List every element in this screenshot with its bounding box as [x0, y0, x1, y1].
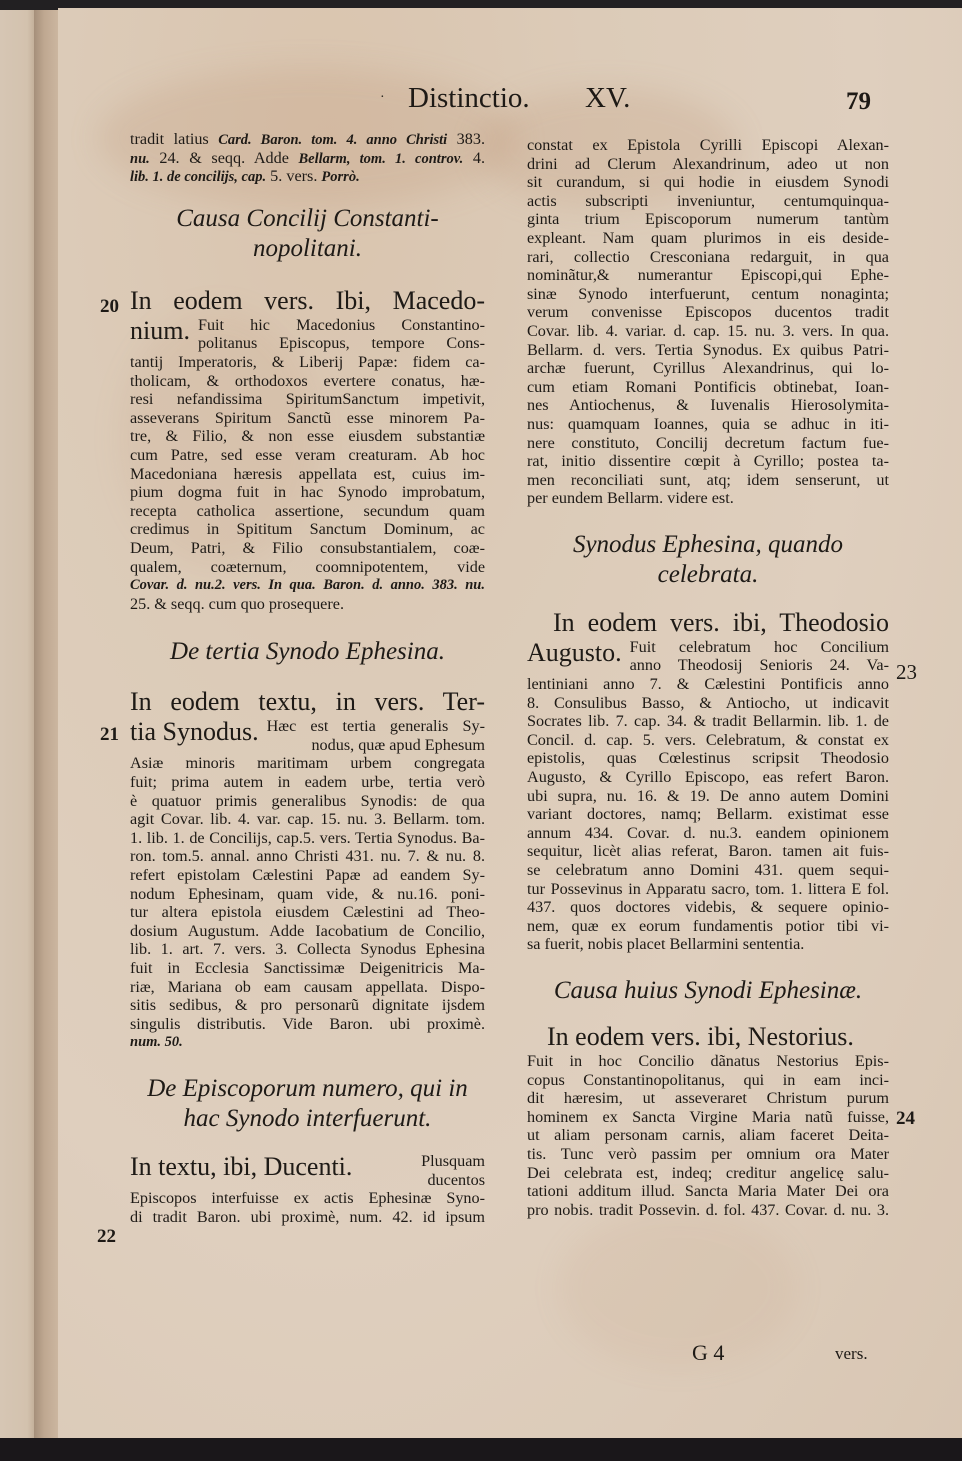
text-line: Fuit celebratum hoc Concilium	[629, 637, 889, 656]
text-line: 25. & seqq. cum quo prosequere.	[130, 594, 344, 613]
text-line: variant doctores, namq; Bellarm. existimat esse	[527, 805, 889, 824]
section-heading-synodus-ephesina-quando: Synodus Ephesina, quando	[572, 530, 844, 558]
text-line: rari, collectio Cresconiana redarguit, in qua	[527, 247, 889, 266]
section-heading-de-tertia-synodo: De tertia Synodo Ephesina.	[170, 638, 445, 666]
paper-stain	[558, 1208, 798, 1368]
text-line	[130, 167, 485, 186]
text-line: drini ad Clerum Alexandrinum, adeo ut non	[527, 154, 889, 173]
text-line: nominãtur,& numerantur Episcopi,qui Ephe-	[527, 266, 889, 285]
running-head-title: Distinctio.	[408, 82, 530, 114]
text-line: Dei celebrata est, indeq; creditur angelicę salu-	[527, 1163, 889, 1182]
text-line: sa fuerit, nobis placet Bellarmini sententia.	[527, 935, 805, 954]
text-line: hominem ex Sancta Virgine Maria natũ fuisse,	[527, 1107, 889, 1126]
text-line: riæ, Mariana ob eam causam appellata. Dispo-	[130, 977, 485, 996]
note-23-lemma-cont: Augusto.	[527, 637, 622, 667]
text-line: dit hæresim, ut asseveraret Christum purum	[527, 1089, 889, 1108]
text-line: ducentos	[427, 1170, 485, 1189]
text-line: nem, quæ ex eorum fundamentis potior tibi vi-	[527, 916, 889, 935]
right-column	[527, 136, 889, 1219]
text-line: tholicam, & orthodoxos evertere conatus, hæ-	[130, 371, 485, 390]
note-20	[130, 286, 485, 614]
note-23	[527, 608, 889, 954]
note-24-lemma: In eodem vers. ibi, Nestorius.	[547, 1021, 854, 1051]
text-segment: 5. vers.	[266, 167, 322, 186]
text-line: dosium Augustum. Adde Iacobatium de Concilio,	[130, 921, 485, 940]
running-head	[380, 82, 631, 118]
text-line: tis. Tunc verò passim per omnium ora Mater	[527, 1144, 889, 1163]
section-heading-causa-concilij-cont: nopolitani.	[252, 234, 363, 262]
note-20-lemma-cont: nium.	[130, 315, 190, 345]
text-line: ut aliam personam carnis, aliam faceret Deita-	[527, 1126, 889, 1145]
text-line: Hæc est tertia generalis Sy-	[266, 717, 485, 736]
signature-mark: G 4	[692, 1340, 725, 1365]
text-segment: 4.	[463, 148, 485, 167]
note-23-lemma: In eodem vers. ibi, Theodosio	[553, 607, 889, 637]
text-line: è quatuor primis generalibus Synodis: de qua	[130, 791, 485, 810]
citation-line: num. 50.	[130, 1034, 183, 1051]
note-22	[130, 1152, 485, 1226]
text-line: Augusto, & Cyrillo Episcopo, eas refert Baron.	[527, 768, 889, 787]
section-heading-synodus-ephesina-quando-cont: celebrata.	[657, 560, 759, 588]
citation-segment: Bellarm, tom. 1. controv.	[298, 150, 464, 167]
text-line: pium dogma fuit in hac Synodo improbatum,	[130, 483, 485, 502]
text-line: tationi additum illud. Sancta Maria Mater Dei ora	[527, 1182, 889, 1201]
marginal-number-21: 21	[100, 724, 119, 745]
left-column	[130, 130, 485, 1226]
text-line: agit Covar. lib. 4. var. cap. 15. nu. 3. Bellarm. tom.	[130, 810, 485, 829]
text-line: politanus Episcopus, tempore Cons-	[197, 334, 485, 353]
text-line: Macedoniana hæresis appellata est, cuius im-	[130, 464, 485, 483]
text-line: cum Patre, sed esse veram creaturam. Ab hoc	[130, 445, 485, 464]
distinction-number: XV.	[585, 82, 631, 114]
text-line: recepta catholica assertione, secundum quam	[130, 501, 485, 520]
note-21-lemma: In eodem textu, in vers. Ter-	[130, 687, 485, 717]
text-line	[130, 130, 485, 149]
text-line: constat ex Epistola Cyrilli Episcopi Alexan-	[527, 136, 889, 154]
ornament-dot: ·	[380, 90, 385, 105]
text-line: Concil. d. cap. 5. vers. Celebratum, & constat ex	[527, 730, 889, 749]
text-line: singulis distributis. Vide Baron. ubi proximè.	[130, 1014, 485, 1033]
note-24	[527, 1022, 889, 1219]
text-line: qualem, coæternum, coomnipotentem, vide	[130, 557, 485, 576]
marginal-number-20: 20	[100, 296, 119, 317]
text-line: ginta trium Episcoporum numerum tantùm	[527, 210, 889, 229]
note-21	[130, 687, 485, 1052]
note-21-lemma-cont: tia Synodus.	[130, 717, 259, 747]
text-line: actis subscripti inveniuntur, centumquinqua-	[527, 191, 889, 210]
section-heading-de-episcoporum-numero-cont: hac Synodo interfuerunt.	[183, 1104, 432, 1132]
text-line: Plusquam	[421, 1151, 485, 1170]
text-line: epistolis, quas Cœlestinus scripsit Theodosio	[527, 749, 889, 768]
text-line: lib. 1. art. 7. vers. 3. Collecta Synodus Ephesina	[130, 940, 485, 959]
section-heading-causa-concilij: Causa Concilij Constanti-	[176, 204, 439, 232]
text-line: lentiniani anno 7. & Cælestini Pontificis anno	[527, 675, 889, 694]
text-segment: 383.	[447, 130, 485, 148]
section-heading-de-episcoporum-numero: De Episcoporum numero, qui in	[147, 1074, 468, 1102]
text-line: nere constituto, Concilij decretum factum fue-	[527, 433, 889, 452]
text-line: cum etiam Romani Pontificis obtinebat, Ioan-	[527, 377, 889, 396]
text-line: tre, & Filio, & non esse eiusdem substantiæ	[130, 427, 485, 446]
marginal-number-22: 22	[97, 1226, 116, 1247]
text-line: nodus, quæ apud Ephesum	[311, 735, 485, 754]
text-line: credimus in Spititum Sanctum Dominum, ac	[130, 520, 485, 539]
text-line: nes Antiochenus, & Iuvenalis Hierosolymita-	[527, 396, 889, 415]
text-line: sinæ Synodo interfuerunt, centum nonaginta;	[527, 284, 889, 303]
text-line: nodum Ephesinam, quam vide, & nu.16. poni-	[130, 884, 485, 903]
text-line: tantij Imperatoris, & Liberij Papæ: fidem ca-	[130, 352, 485, 371]
text-line: ubi supra, nu. 16. & 19. De anno autem Domini	[527, 786, 889, 805]
text-line: anno Theodosij Senioris 24. Va-	[629, 656, 889, 675]
text-line: tur altera epistola eiusdem Cælestini ad Theo-	[130, 903, 485, 922]
text-line: nus: quamquam Ioannes, quia se adhuc in iti-	[527, 414, 889, 433]
text-line: expleant. Nam quam plurimos in eis deside-	[527, 228, 889, 247]
text-line: copus Constantinopolitanus, qui in eam inci-	[527, 1070, 889, 1089]
text-line: fuit; prima autem in eadem urbe, tertia verò	[130, 773, 485, 792]
text-line: resi nefandissima SpiritumSanctum impetivit,	[130, 390, 485, 409]
citation-segment: lib. 1. de concilijs, cap.	[130, 169, 267, 186]
text-line: 8. Consulibus Basso, & Antiocho, ut indicavit	[527, 693, 889, 712]
citation-line: Covar. d. nu.2. vers. In qua. Baron. d. anno. 383. nu.	[130, 577, 485, 594]
text-line: tur Possevinus in Apparatu sacro, tom. 1. littera E fol.	[527, 879, 889, 898]
right-intro-paragraph	[527, 136, 889, 489]
citation-segment: Porrò.	[321, 169, 360, 186]
marginal-number-24: 24	[896, 1108, 915, 1129]
text-line: Fuit hic Macedonius Constantino-	[197, 315, 485, 334]
citation-segment: Card. Baron. tom. 4. anno Christi	[218, 132, 448, 148]
text-line: Fuit in hoc Concilio dãnatus Nestorius Epis-	[527, 1051, 889, 1070]
text-line: Bellarm. d. vers. Tertia Synodus. Ex quibus Patri-	[527, 340, 889, 359]
note-20-lemma: In eodem vers. Ibi, Macedo-	[130, 285, 485, 315]
text-line: Asiæ minoris maritimam urbem congregata	[130, 754, 485, 773]
text-line: refert epistolam Cælestini Papæ ad eandem Sy-	[130, 866, 485, 885]
text-line: sitis sedibus, & pro personarũ dignitate ijsdem	[130, 996, 485, 1015]
previous-page-edge	[0, 10, 34, 1450]
text-line: Episcopos interfuisse ex actis Ephesinæ Syno-	[130, 1189, 485, 1208]
text-line: fuit in Ecclesia Sanctissimæ Deigenitricis Ma-	[130, 959, 485, 977]
citation-segment: nu.	[130, 150, 150, 167]
text-line: 437. quos doctores videbis, & sequere opinio-	[527, 898, 889, 917]
book-gutter	[34, 10, 60, 1445]
scan-bottom-border	[0, 1438, 962, 1461]
text-line: rat, initio dissentire cœpit à Cyrillo; postea ta-	[527, 452, 889, 471]
text-line: 1. lib. 1. de Concilijs, cap.5. vers. Tertia Synodus. Ba-	[130, 828, 485, 847]
text-line: sit curandum, si qui hodie in eiusdem Synodi	[527, 173, 889, 192]
text-line: Socrates lib. 7. cap. 34. & tradit Bellarmin. lib. 1. de	[527, 712, 889, 731]
page-number: 79	[846, 88, 871, 115]
text-segment: tradit latius	[130, 130, 219, 148]
text-segment: 24. & seqq. Adde	[149, 148, 299, 167]
text-line: verum convenisse Episcopos ducentos tradit	[527, 303, 889, 322]
text-line: Covar. lib. 4. variar. d. cap. 15. nu. 3. vers. In qua.	[527, 321, 889, 340]
text-line: annum 434. Covar. d. nu.3. eandem opinionem	[527, 823, 889, 842]
text-line: se celebratum anno Domini 431. quem sequi-	[527, 861, 889, 879]
note-22-lemma: In textu, ibi, Ducenti.	[130, 1151, 353, 1181]
section-heading-causa-huius-synodi: Causa huius Synodi Ephesinæ.	[553, 976, 863, 1004]
text-line	[130, 149, 485, 168]
text-line: di tradit Baron. ubi proximè, num. 42. id ipsum	[130, 1207, 485, 1226]
marginal-number-23: 23	[896, 660, 917, 684]
left-intro-paragraph	[130, 130, 485, 186]
text-line: asseverans Spiritum Sanctũ esse minorem Pa-	[130, 408, 485, 427]
text-line: per eundem Bellarm. videre est.	[527, 489, 734, 508]
text-line: sequitur, licèt alias referat, Baron. tamen ait fuis-	[527, 842, 889, 861]
text-line: men reconciliati sunt, atq; idem senserunt, ut	[527, 470, 889, 489]
text-line: Deum, Patri, & Filio consubstantialem, coæ-	[130, 538, 485, 557]
text-line: ron. tom.5. annal. anno Christi 431. nu. 7. & nu. 8.	[130, 847, 485, 866]
text-line: pro nobis. tradit Possevin. d. fol. 437. Covar. d. nu. 3.	[527, 1200, 889, 1219]
text-line: archæ fuerunt, Cyrillus Alexandrinus, qui lo-	[527, 359, 889, 378]
catchword: vers.	[835, 1344, 868, 1363]
